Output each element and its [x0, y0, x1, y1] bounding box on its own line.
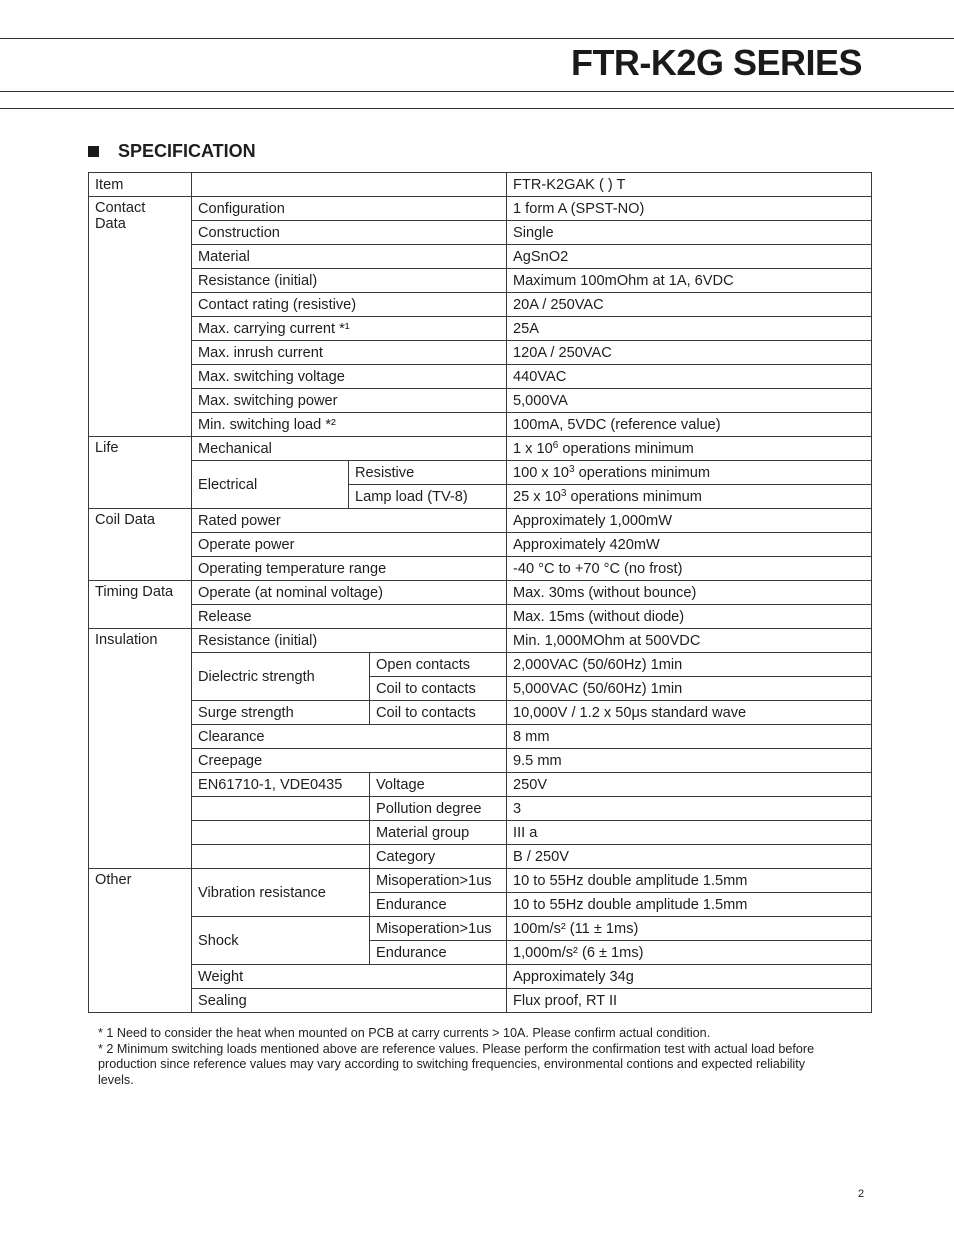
table-row	[89, 413, 872, 437]
spec-label: Vibration resistance	[192, 869, 370, 917]
group-coil: Coil Data	[89, 509, 192, 581]
table-row	[89, 509, 872, 533]
spec-label: Material	[192, 245, 507, 269]
footnote-1: * 1 Need to consider the heat when mounted on PCB at carry currents > 10A. Please confirm actual condition.	[98, 1026, 711, 1040]
blank-cell	[192, 797, 370, 821]
section-title: SPECIFICATION	[118, 141, 256, 161]
page-title: FTR-K2G SERIES	[570, 42, 862, 83]
spec-value: Flux proof, RT II	[507, 989, 872, 1013]
spec-label: Operate power	[192, 533, 507, 557]
spec-value: 100mA, 5VDC (reference value)	[507, 413, 872, 437]
spec-value: Maximum 100mOhm at 1A, 6VDC	[507, 269, 872, 293]
spec-value: 120A / 250VAC	[507, 341, 872, 365]
table-row	[89, 461, 872, 485]
group-timing: Timing Data	[89, 581, 192, 629]
footnotes	[98, 1026, 838, 1088]
spec-value: 20A / 250VAC	[507, 293, 872, 317]
spec-sublabel: Misoperation>1us	[370, 869, 507, 893]
spec-label: Configuration	[192, 197, 507, 221]
spec-value: Approximately 1,000mW	[507, 509, 872, 533]
spec-value: 2,000VAC (50/60Hz) 1min	[507, 653, 872, 677]
spec-value: B / 250V	[507, 845, 872, 869]
blank-cell	[192, 821, 370, 845]
header-rule-lower	[0, 108, 954, 109]
group-contact: Contact Data	[89, 197, 192, 437]
value-text: operations minimum	[566, 488, 702, 505]
group-life: Life	[89, 437, 192, 509]
spec-value: 10 to 55Hz double amplitude 1.5mm	[507, 893, 872, 917]
spec-value: 1,000m/s² (6 ± 1ms)	[507, 941, 872, 965]
spec-label: Electrical	[192, 461, 349, 509]
spec-label: Max. switching voltage	[192, 365, 507, 389]
table-row	[89, 293, 872, 317]
spec-label: Resistance (initial)	[192, 629, 507, 653]
table-row	[89, 173, 872, 197]
spec-value: Min. 1,000MOhm at 500VDC	[507, 629, 872, 653]
spec-label: Shock	[192, 917, 370, 965]
spec-label: Weight	[192, 965, 507, 989]
exponent: 6	[552, 439, 559, 451]
spec-label: Max. inrush current	[192, 341, 507, 365]
page-number: 2	[858, 1188, 865, 1200]
spec-label: Release	[192, 605, 507, 629]
table-row	[89, 365, 872, 389]
table-row	[89, 821, 872, 845]
model-name: FTR-K2GAK ( ) T	[507, 173, 872, 197]
spec-label: Mechanical	[192, 437, 507, 461]
spec-sublabel: Endurance	[370, 893, 507, 917]
spec-value	[507, 485, 872, 509]
table-row	[89, 629, 872, 653]
value-text: operations minimum	[574, 464, 711, 481]
table-row	[89, 797, 872, 821]
table-row	[89, 965, 872, 989]
table-row	[89, 869, 872, 893]
spec-label: Max. carrying current *¹	[192, 317, 507, 341]
spec-value: 9.5 mm	[507, 749, 872, 773]
table-row	[89, 317, 872, 341]
spec-label: Surge strength	[192, 701, 370, 725]
table-row	[89, 917, 872, 941]
spec-value: 250V	[507, 773, 872, 797]
table-row	[89, 725, 872, 749]
spec-value: 10 to 55Hz double amplitude 1.5mm	[507, 869, 872, 893]
spec-label: Contact rating (resistive)	[192, 293, 507, 317]
table-row	[89, 221, 872, 245]
table-row	[89, 197, 872, 221]
spec-label: Operating temperature range	[192, 557, 507, 581]
spec-value: 25A	[507, 317, 872, 341]
spec-label: Resistance (initial)	[192, 269, 507, 293]
spec-value: -40 °C to +70 °C (no frost)	[507, 557, 872, 581]
spec-sublabel: Coil to contacts	[370, 677, 507, 701]
spec-label: Sealing	[192, 989, 507, 1013]
table-row	[89, 341, 872, 365]
spec-value: Approximately 420mW	[507, 533, 872, 557]
table-row	[89, 581, 872, 605]
spec-label: Rated power	[192, 509, 507, 533]
table-row	[89, 749, 872, 773]
spec-value: 100m/s² (11 ± 1ms)	[507, 917, 872, 941]
section-heading	[88, 141, 256, 162]
spec-sublabel: Material group	[370, 821, 507, 845]
spec-label: EN61710-1, VDE0435	[192, 773, 370, 797]
table-row	[89, 557, 872, 581]
table-row	[89, 389, 872, 413]
spec-value	[507, 437, 872, 461]
value-text: 100 x 10	[513, 464, 570, 481]
table-row	[89, 773, 872, 797]
spec-label: Dielectric strength	[192, 653, 370, 701]
value-text: 25 x 10	[513, 488, 561, 505]
spec-value: Single	[507, 221, 872, 245]
spec-label: Operate (at nominal voltage)	[192, 581, 507, 605]
spec-sublabel: Category	[370, 845, 507, 869]
spec-value: 10,000V / 1.2 x 50μs standard wave	[507, 701, 872, 725]
spec-label: Creepage	[192, 749, 507, 773]
table-row	[89, 989, 872, 1013]
spec-value	[507, 461, 872, 485]
spec-value: III a	[507, 821, 872, 845]
spec-sublabel: Pollution degree	[370, 797, 507, 821]
exponent: 3	[569, 463, 575, 475]
table-row	[89, 437, 872, 461]
table-row	[89, 701, 872, 725]
spec-label: Construction	[192, 221, 507, 245]
blank-cell	[192, 845, 370, 869]
spec-value: Approximately 34g	[507, 965, 872, 989]
table-row	[89, 845, 872, 869]
value-text: operations minimum	[558, 440, 694, 457]
spec-sublabel: Coil to contacts	[370, 701, 507, 725]
spec-value: 440VAC	[507, 365, 872, 389]
header-rule	[0, 91, 954, 92]
spec-value: AgSnO2	[507, 245, 872, 269]
item-label: Item	[89, 173, 192, 197]
spec-value: Max. 30ms (without bounce)	[507, 581, 872, 605]
table-row	[89, 533, 872, 557]
spec-sublabel: Open contacts	[370, 653, 507, 677]
spec-value: 3	[507, 797, 872, 821]
spec-sublabel: Endurance	[370, 941, 507, 965]
spec-value: 5,000VAC (50/60Hz) 1min	[507, 677, 872, 701]
group-insulation: Insulation	[89, 629, 192, 869]
spec-sublabel: Lamp load (TV-8)	[349, 485, 507, 509]
blank-cell	[192, 173, 507, 197]
exponent: 3	[560, 487, 567, 499]
spec-sublabel: Misoperation>1us	[370, 917, 507, 941]
spec-value: Max. 15ms (without diode)	[507, 605, 872, 629]
square-bullet-icon	[88, 146, 99, 157]
spec-sublabel: Resistive	[349, 461, 507, 485]
value-text: 1 x 10	[513, 440, 553, 457]
spec-value: 1 form A (SPST-NO)	[507, 197, 872, 221]
specification-table	[88, 172, 872, 1013]
spec-label: Clearance	[192, 725, 507, 749]
spec-value: 8 mm	[507, 725, 872, 749]
group-other: Other	[89, 869, 192, 1013]
table-row	[89, 605, 872, 629]
top-rule	[0, 38, 954, 39]
table-row	[89, 269, 872, 293]
footnote-2: * 2 Minimum switching loads mentioned above are reference values. Please perform the confirmation test with actual load before production since reference values may vary according to switching frequencies, environmental contions and expected reliability levels.	[98, 1041, 815, 1087]
table-row	[89, 245, 872, 269]
spec-value: 5,000VA	[507, 389, 872, 413]
spec-sublabel: Voltage	[370, 773, 507, 797]
spec-label: Min. switching load *²	[192, 413, 507, 437]
table-row	[89, 653, 872, 677]
spec-label: Max. switching power	[192, 389, 507, 413]
